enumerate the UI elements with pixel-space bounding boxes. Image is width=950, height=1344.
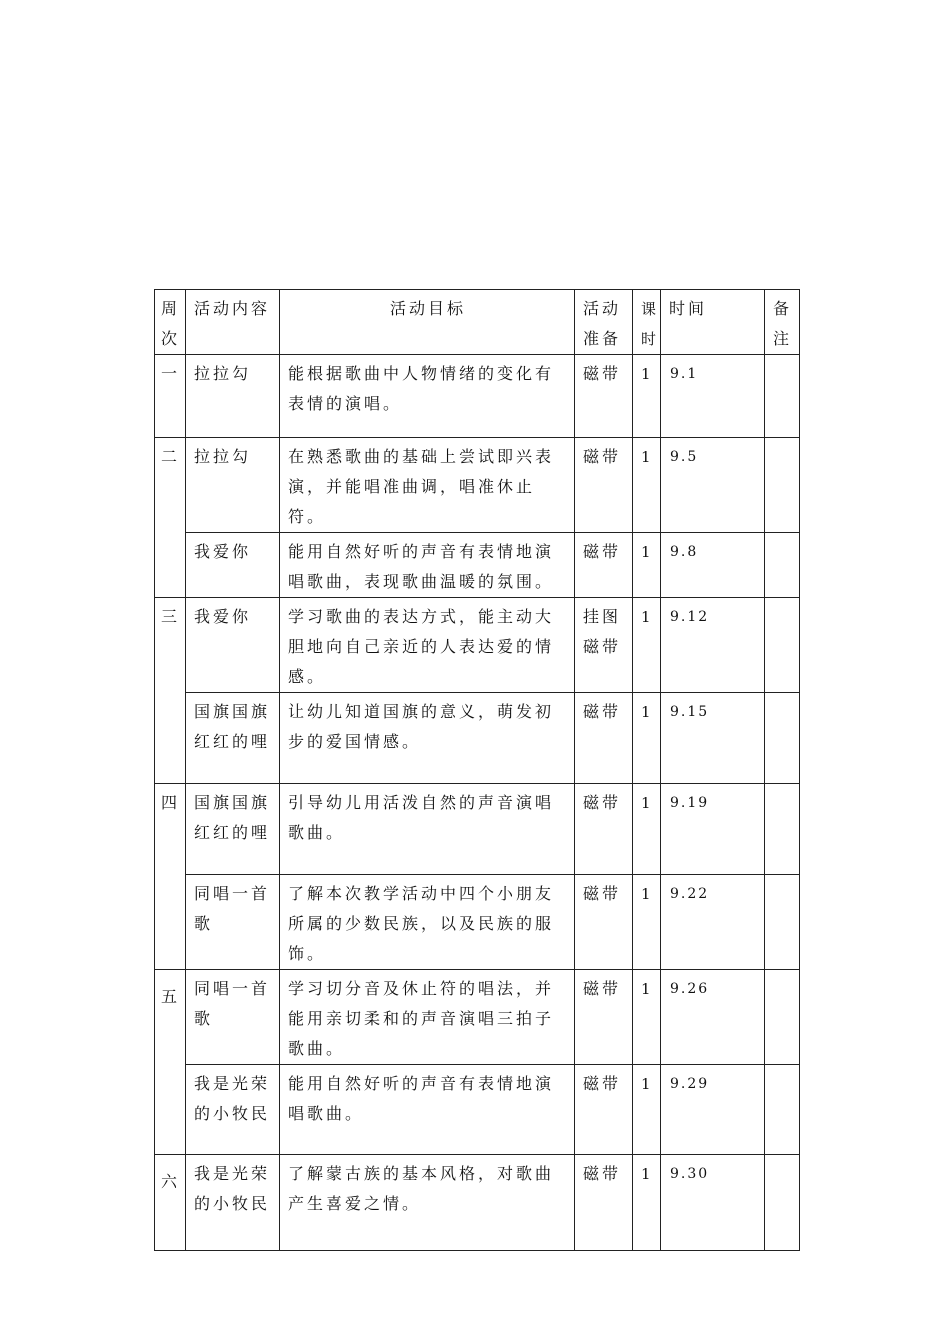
note-cell (765, 1155, 800, 1251)
table-row (155, 784, 800, 875)
note-cell (765, 784, 800, 875)
hours-cell: 1 (633, 598, 661, 693)
date-cell: 9.5 (661, 438, 765, 533)
goal-cell: 学习切分音及休止符的唱法，并能用亲切柔和的声音演唱三拍子歌曲。 (280, 970, 575, 1065)
prep-cell: 磁带 (575, 438, 633, 533)
date-cell: 9.12 (661, 598, 765, 693)
date-cell: 9.22 (661, 875, 765, 970)
prep-cell: 磁带 (575, 970, 633, 1065)
goal-cell: 能用自然好听的声音有表情地演唱歌曲。 (280, 1065, 575, 1155)
header-week: 周次 (155, 290, 186, 355)
note-cell (765, 875, 800, 970)
hours-cell: 1 (633, 1155, 661, 1251)
week-cell: 一 (155, 355, 186, 438)
table-row (155, 875, 800, 970)
date-cell: 9.8 (661, 533, 765, 598)
header-prep: 活动准备 (575, 290, 633, 355)
activity-plan-table (154, 289, 800, 1251)
goal-cell: 引导幼儿用活泼自然的声音演唱歌曲。 (280, 784, 575, 875)
header-content: 活动内容 (186, 290, 280, 355)
content-cell: 国旗国旗红红的哩 (186, 784, 280, 875)
content-cell: 我是光荣的小牧民 (186, 1065, 280, 1155)
content-cell: 拉拉勾 (186, 438, 280, 533)
content-cell: 同唱一首歌 (186, 875, 280, 970)
goal-cell: 在熟悉歌曲的基础上尝试即兴表演，并能唱准曲调，唱准休止符。 (280, 438, 575, 533)
note-cell (765, 693, 800, 784)
header-goal: 活动目标 (280, 290, 575, 355)
table-row (155, 533, 800, 598)
hours-cell: 1 (633, 438, 661, 533)
table-row (155, 438, 800, 533)
goal-cell: 能用自然好听的声音有表情地演唱歌曲，表现歌曲温暖的氛围。 (280, 533, 575, 598)
table-row (155, 970, 800, 1065)
note-cell (765, 355, 800, 438)
header-hours: 课时 (633, 290, 661, 355)
goal-cell: 让幼儿知道国旗的意义，萌发初步的爱国情感。 (280, 693, 575, 784)
note-cell (765, 438, 800, 533)
week-label: 六 (161, 1172, 181, 1191)
note-cell (765, 970, 800, 1065)
table-row (155, 1065, 800, 1155)
hours-cell: 1 (633, 1065, 661, 1155)
hours-cell: 1 (633, 355, 661, 438)
content-cell: 国旗国旗红红的哩 (186, 693, 280, 784)
table-row (155, 598, 800, 693)
content-cell: 拉拉勾 (186, 355, 280, 438)
header-note: 备注 (765, 290, 800, 355)
goal-cell: 学习歌曲的表达方式，能主动大胆地向自己亲近的人表达爱的情感。 (280, 598, 575, 693)
goal-cell: 了解蒙古族的基本风格，对歌曲产生喜爱之情。 (280, 1155, 575, 1251)
content-cell: 同唱一首歌 (186, 970, 280, 1065)
table-row (155, 693, 800, 784)
hours-cell: 1 (633, 533, 661, 598)
content-cell: 我是光荣的小牧民 (186, 1155, 280, 1251)
week-label: 五 (161, 987, 181, 1006)
week-cell (155, 1155, 186, 1251)
content-cell: 我爱你 (186, 533, 280, 598)
prep-cell: 磁带 (575, 355, 633, 438)
hours-cell: 1 (633, 970, 661, 1065)
hours-cell: 1 (633, 875, 661, 970)
prep-cell: 磁带 (575, 1065, 633, 1155)
goal-cell: 能根据歌曲中人物情绪的变化有表情的演唱。 (280, 355, 575, 438)
prep-cell: 挂图磁带 (575, 598, 633, 693)
table-row (155, 1155, 800, 1251)
date-cell: 9.15 (661, 693, 765, 784)
header-date: 时间 (661, 290, 765, 355)
date-cell: 9.19 (661, 784, 765, 875)
prep-cell: 磁带 (575, 533, 633, 598)
note-cell (765, 1065, 800, 1155)
week-cell: 四 (155, 784, 186, 970)
content-cell: 我爱你 (186, 598, 280, 693)
date-cell: 9.1 (661, 355, 765, 438)
prep-cell: 磁带 (575, 1155, 633, 1251)
table-row (155, 355, 800, 438)
week-cell (155, 970, 186, 1155)
note-cell (765, 533, 800, 598)
prep-cell: 磁带 (575, 875, 633, 970)
week-cell: 二 (155, 438, 186, 598)
prep-cell: 磁带 (575, 693, 633, 784)
hours-cell: 1 (633, 784, 661, 875)
goal-cell: 了解本次教学活动中四个小朋友所属的少数民族，以及民族的服饰。 (280, 875, 575, 970)
prep-cell: 磁带 (575, 784, 633, 875)
date-cell: 9.26 (661, 970, 765, 1065)
note-cell (765, 598, 800, 693)
date-cell: 9.29 (661, 1065, 765, 1155)
date-cell: 9.30 (661, 1155, 765, 1251)
hours-cell: 1 (633, 693, 661, 784)
week-cell: 三 (155, 598, 186, 784)
table-header-row (155, 290, 800, 355)
